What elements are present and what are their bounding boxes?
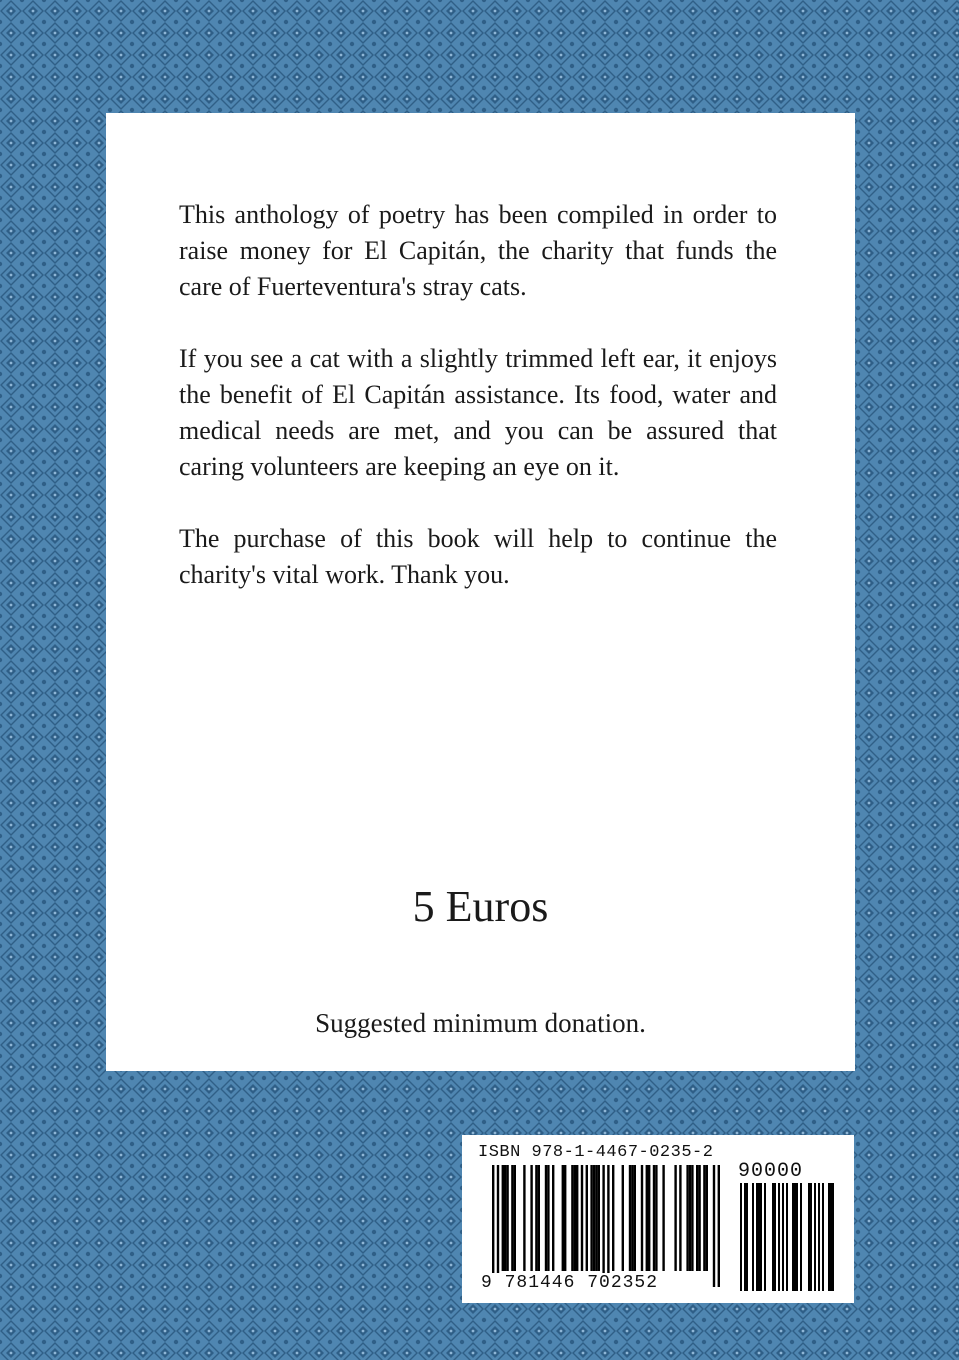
barcode-bar [718, 1165, 720, 1287]
addon-bar [792, 1183, 794, 1291]
barcode-bar [590, 1165, 592, 1271]
barcode-bar [504, 1165, 506, 1271]
blurb-paragraph-1: This anthology of poetry has been compiled in order to raise money for El Capitán, the charity that funds the care of Fuerteventura's stray cats. [179, 200, 777, 301]
barcode-bar [593, 1165, 595, 1271]
addon-bar [810, 1183, 812, 1291]
barcode-bar [535, 1165, 537, 1271]
addon-bar [740, 1183, 742, 1291]
barcode-bar [586, 1165, 588, 1271]
barcode-bar [576, 1165, 578, 1271]
barcode-bar [646, 1165, 648, 1271]
addon-bar [800, 1183, 802, 1291]
addon-bar [794, 1183, 796, 1291]
barcode-bar [492, 1165, 494, 1287]
barcode-bar [562, 1165, 564, 1271]
barcode-bar [622, 1165, 624, 1271]
barcode-bar [497, 1165, 499, 1287]
addon-bar [758, 1183, 760, 1291]
addon-bar [832, 1183, 834, 1291]
barcode-bar [703, 1165, 705, 1271]
barcode-bar [662, 1165, 664, 1271]
barcode-bar [698, 1165, 700, 1271]
barcode-bar [679, 1165, 681, 1271]
text-panel [106, 113, 855, 1071]
barcode-bar [655, 1165, 657, 1271]
barcode-bar [706, 1165, 708, 1271]
addon-bar [760, 1183, 762, 1291]
ean13-barcode [478, 1165, 730, 1287]
barcode-bar [595, 1165, 597, 1271]
blurb [179, 197, 777, 593]
addon-bar [756, 1183, 758, 1291]
barcode-bar [607, 1165, 609, 1287]
addon-bar [782, 1183, 784, 1291]
price: 5 Euros [412, 882, 549, 931]
barcode-bar [552, 1165, 554, 1271]
donation-note: Suggested minimum donation. [315, 1008, 646, 1038]
addon-bar [746, 1183, 748, 1291]
addon-bar [744, 1183, 746, 1291]
addon-bar [830, 1183, 832, 1291]
barcode-bar [502, 1165, 504, 1271]
barcode-bar [686, 1165, 688, 1271]
blurb-paragraph-3: The purchase of this book will help to continue the charity's vital work. Thank you. [179, 524, 777, 589]
barcode-bar [598, 1165, 600, 1271]
barcode-bar [514, 1165, 516, 1271]
addon-digits: 90000 [738, 1160, 804, 1183]
barcode-bar [631, 1165, 633, 1271]
barcode-bar [629, 1165, 631, 1271]
barcode-bar [713, 1165, 715, 1287]
isbn-label: ISBN 978-1-4467-0235-2 [478, 1143, 714, 1162]
addon-bar [752, 1183, 754, 1291]
barcode-bar [571, 1165, 573, 1271]
addon-bar [828, 1183, 830, 1291]
barcode-box [462, 1135, 854, 1303]
addon-bar [818, 1183, 820, 1291]
addon-bar [808, 1183, 810, 1291]
barcode-bar [648, 1165, 650, 1271]
barcode-bar [574, 1165, 576, 1271]
barcode-bar [691, 1165, 693, 1271]
barcode-bar [612, 1165, 614, 1271]
barcode-bar [581, 1165, 583, 1271]
addon-bar [774, 1183, 776, 1291]
barcode-bar [602, 1165, 604, 1287]
barcode-bar [547, 1165, 549, 1271]
addon-bar [814, 1183, 816, 1291]
barcode-bar [511, 1165, 513, 1271]
addon-bar [786, 1183, 788, 1291]
addon-bar [796, 1183, 798, 1291]
barcode-bar [674, 1165, 676, 1271]
barcode-bar [634, 1165, 636, 1271]
barcode-bar [506, 1165, 508, 1271]
barcode-bar [689, 1165, 691, 1271]
blurb-paragraph-2: If you see a cat with a slightly trimmed left ear, it enjoys the benefit of El Capitán assistance. Its food, water and medical needs are met, and you can be assured that caring volunteers are keeping an eye on it. [179, 344, 777, 481]
barcode-bar [545, 1165, 547, 1271]
barcode-bar [564, 1165, 566, 1271]
barcode-bar [696, 1165, 698, 1271]
addon-bar [822, 1183, 824, 1291]
barcode-bar [641, 1165, 643, 1271]
addon-bar [778, 1183, 780, 1291]
barcode-bar [523, 1165, 525, 1271]
barcode-bar [653, 1165, 655, 1271]
barcode-bar [538, 1165, 540, 1271]
barcode-bar [530, 1165, 532, 1271]
addon-bar [772, 1183, 774, 1291]
addon-barcode [738, 1183, 838, 1291]
barcode-digits: 9 781446 702352 [478, 1273, 661, 1293]
addon-bar [764, 1183, 766, 1291]
